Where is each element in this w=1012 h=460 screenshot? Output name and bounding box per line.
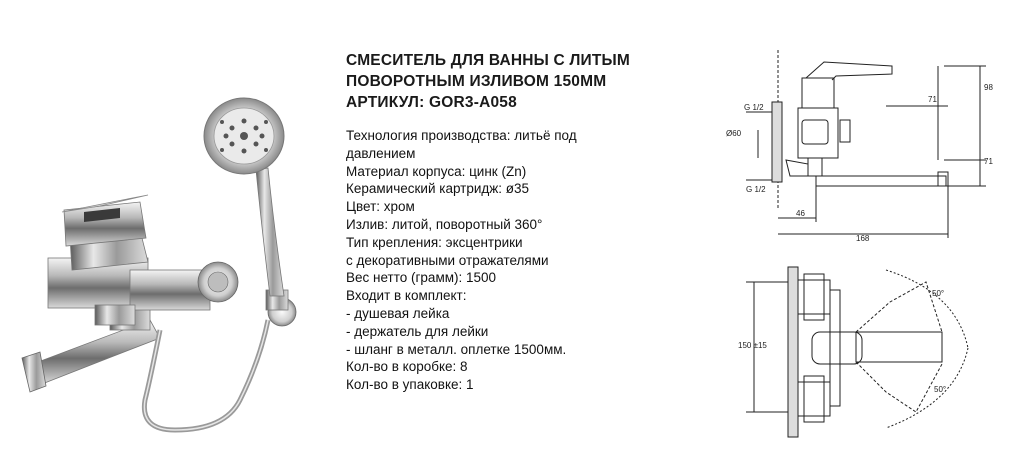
dim-150: 150 ±15 bbox=[738, 341, 767, 350]
dim-angle-top: 50° bbox=[932, 289, 945, 298]
spec-line: с декоративными отражателями bbox=[346, 252, 549, 268]
dim-46: 46 bbox=[796, 209, 805, 218]
dim-71-upper: 71 bbox=[928, 95, 937, 104]
spec-line: давлением bbox=[346, 145, 416, 161]
spec-line: Цвет: хром bbox=[346, 199, 415, 215]
dim-g-top: G 1/2 bbox=[744, 103, 764, 112]
dim-168: 168 bbox=[856, 234, 870, 243]
spec-line: Вес нетто (грамм): 1500 bbox=[346, 270, 497, 286]
dim-g-bottom: G 1/2 bbox=[746, 185, 766, 194]
spec-line: Тип крепления: эксцентрики bbox=[346, 234, 523, 250]
spec-line: Материал корпуса: цинк (Zn) bbox=[346, 163, 527, 179]
spec-line: Керамический картридж: ø35 bbox=[346, 181, 530, 197]
product-photo bbox=[0, 0, 340, 460]
spec-line: Кол-во в коробке: 8 bbox=[346, 359, 468, 375]
title-line: ПОВОРОТНЫМ ИЗЛИВОМ 150ММ bbox=[346, 73, 607, 90]
spec-line: Кол-во в упаковке: 1 bbox=[346, 377, 474, 393]
dim-98: 98 bbox=[984, 83, 993, 92]
side-view-drawing bbox=[706, 40, 996, 245]
hose-illustration bbox=[144, 320, 268, 430]
product-description bbox=[346, 50, 676, 394]
spec-line: Излив: литой, поворотный 360° bbox=[346, 216, 543, 232]
spec-line: - душевая лейка bbox=[346, 305, 450, 321]
spec-list bbox=[346, 127, 676, 394]
mixer-body-illustration bbox=[48, 195, 238, 325]
spec-line: Входит в комплект: bbox=[346, 288, 467, 304]
spec-line: - шланг в металл. оплетке 1500мм. bbox=[346, 341, 567, 357]
spec-line: - держатель для лейки bbox=[346, 323, 489, 339]
title-line: СМЕСИТЕЛЬ ДЛЯ ВАННЫ С ЛИТЫМ bbox=[346, 52, 631, 69]
spout-illustration bbox=[22, 300, 160, 392]
spec-line: Технология производства: литьё под bbox=[346, 128, 577, 143]
top-view-drawing bbox=[706, 252, 996, 447]
side-view-lines bbox=[746, 50, 986, 238]
dim-71-lower: 71 bbox=[984, 157, 993, 166]
dim-angle-bottom: 50° bbox=[934, 385, 947, 394]
dim-diameter: Ø60 bbox=[726, 129, 742, 138]
article-line: АРТИКУЛ: GOR3-A058 bbox=[346, 94, 517, 111]
product-title bbox=[346, 50, 676, 113]
